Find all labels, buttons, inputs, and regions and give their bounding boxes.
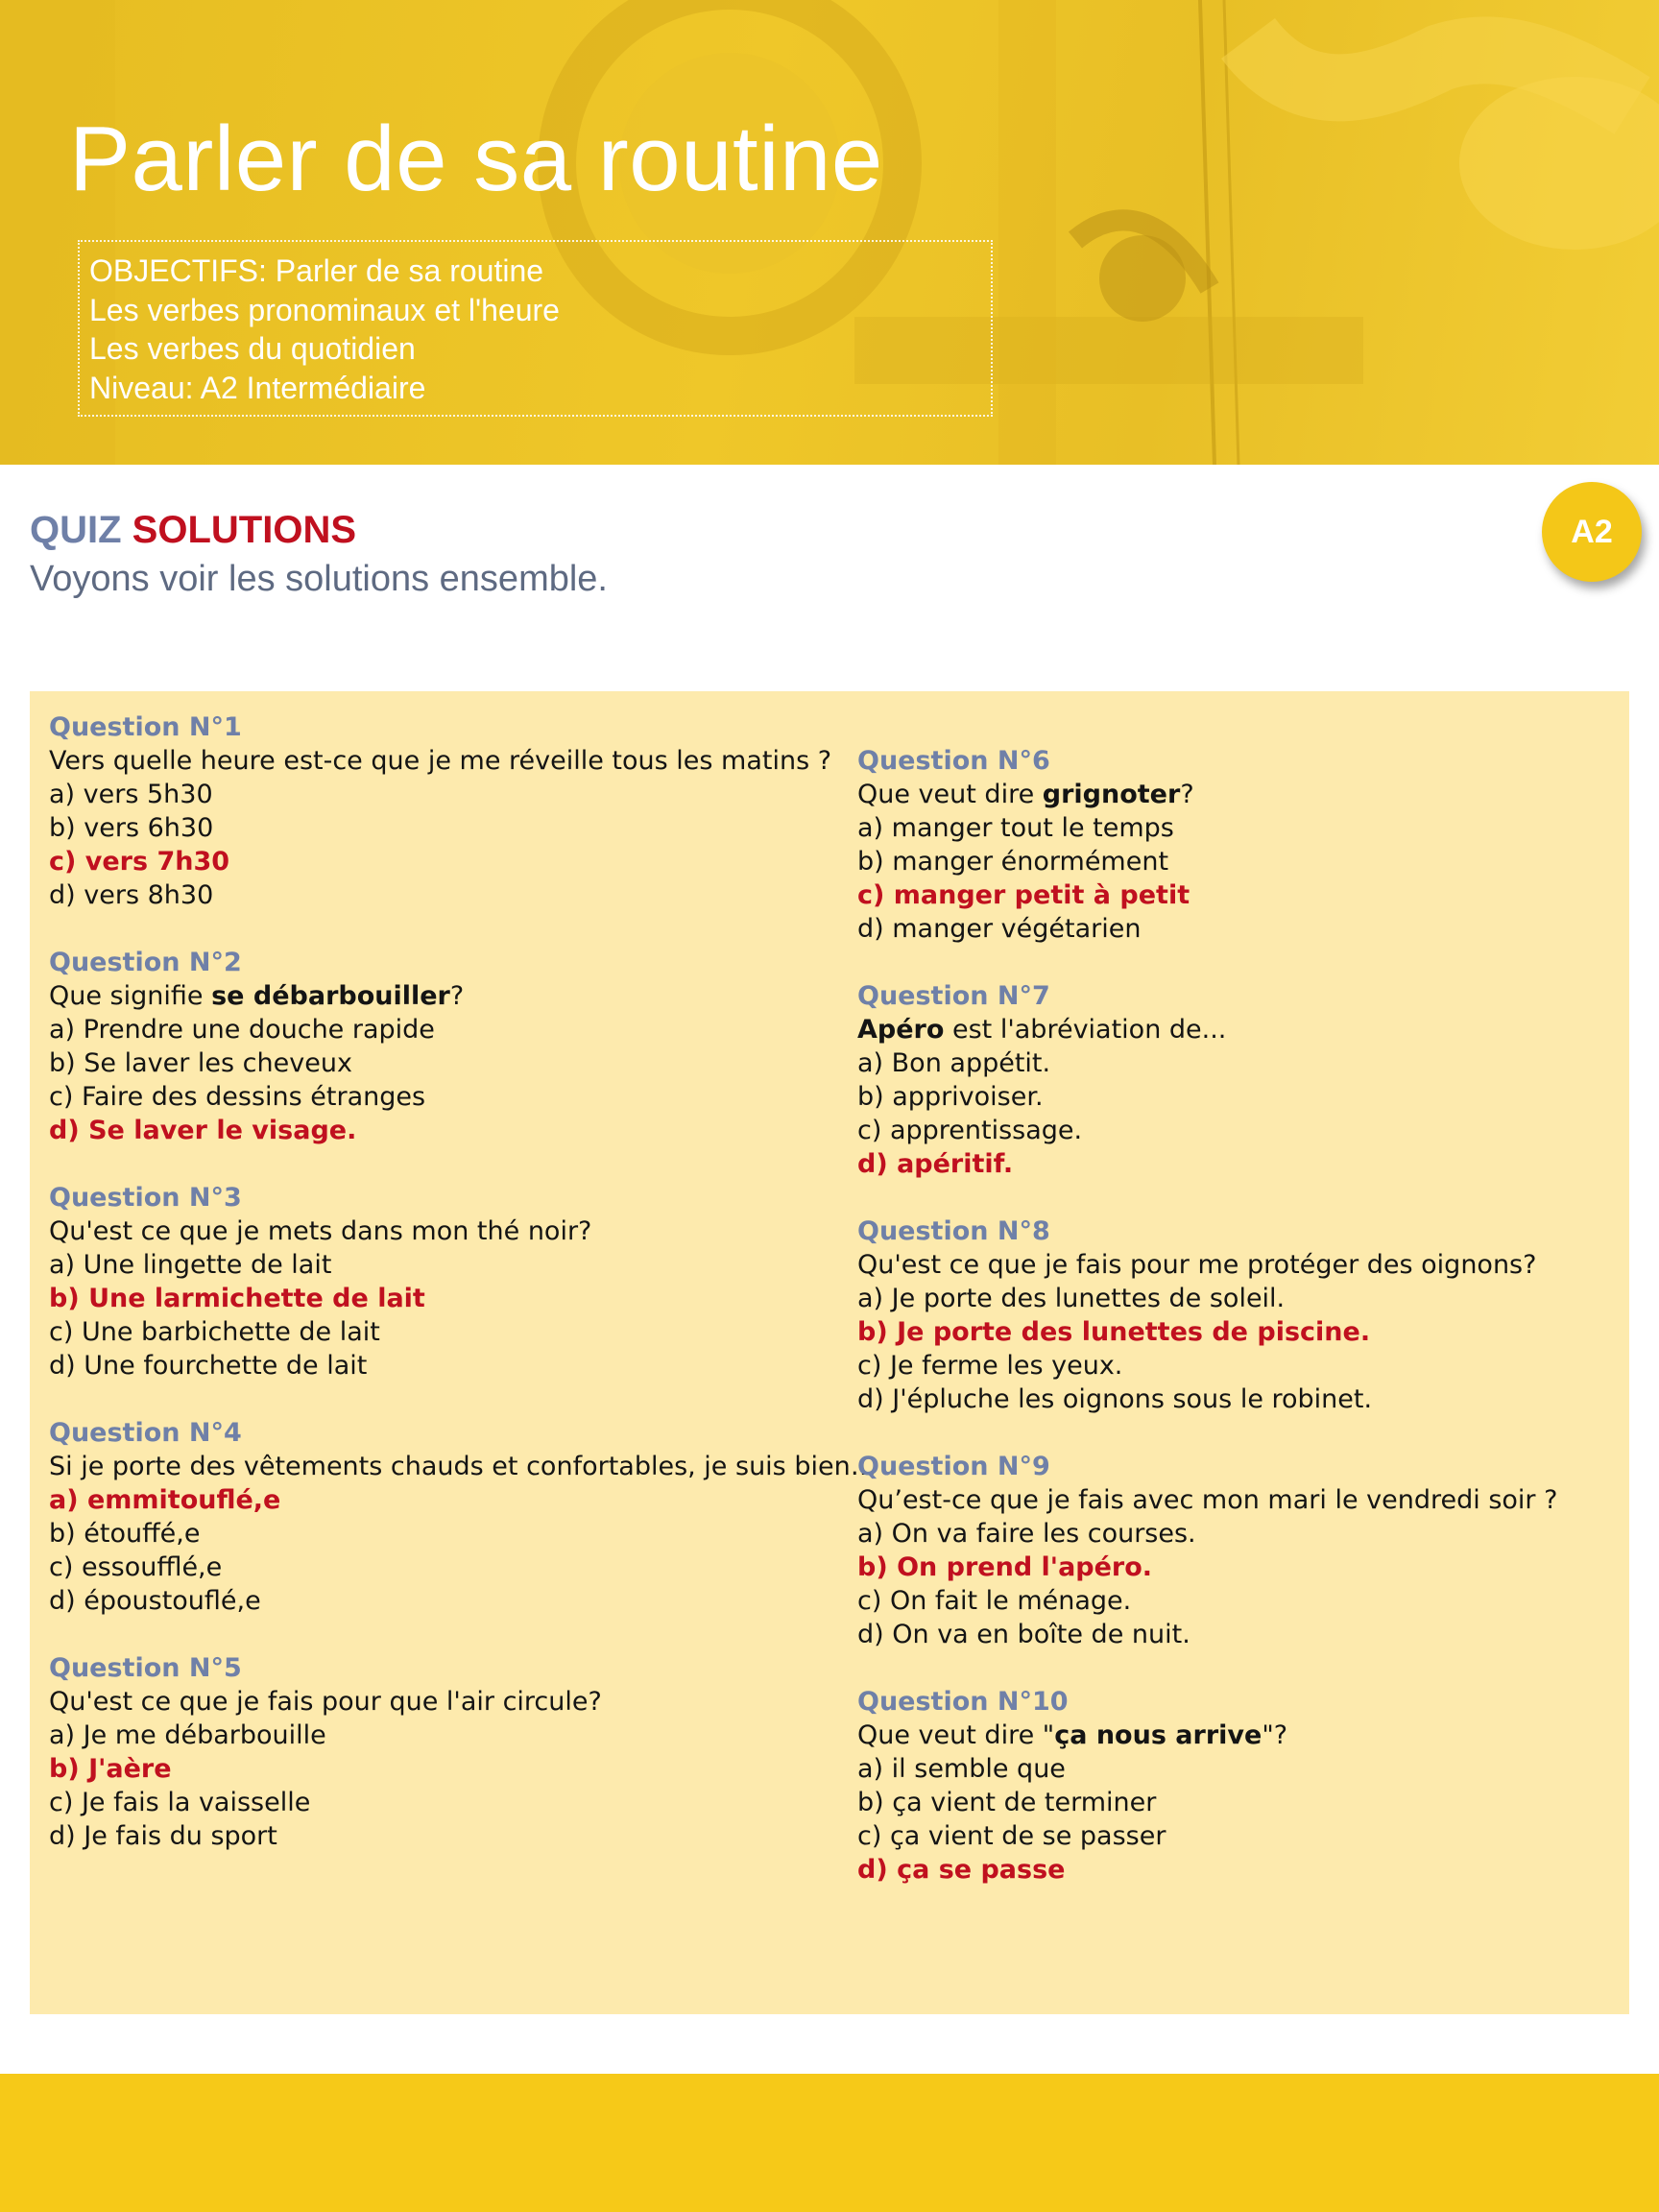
answer-option: c) Une barbichette de lait [49,1317,380,1347]
correct-answer-option: b) Une larmichette de lait [49,1284,425,1313]
question-text [857,1483,1645,1517]
correct-answer-option: c) manger petit à petit [857,880,1190,910]
question-keyword: se débarbouiller [211,981,450,1011]
correct-answer-option: c) vers 7h30 [49,847,230,877]
objective-line: Les verbes pronominaux et l'heure [89,292,560,327]
objectives-box [78,240,993,417]
answer-option: d) Une fourchette de lait [49,1351,368,1381]
question-text-part: Qu'est ce que je fais pour que l'air circule? [49,1687,602,1717]
correct-answer-option: b) Je porte des lunettes de piscine. [857,1317,1371,1347]
correct-answer-option: b) On prend l'apéro. [857,1552,1153,1582]
footer-band [0,2074,1659,2212]
quiz-heading [30,511,356,549]
correct-answer-option: d) Se laver le visage. [49,1116,357,1145]
question-title: Question N°5 [49,1653,242,1683]
answer-option: c) ça vient de se passer [857,1821,1166,1851]
answer-option: a) vers 5h30 [49,780,213,809]
solutions-word: SOLUTIONS [132,509,357,551]
objective-line: OBJECTIFS: Parler de sa routine [89,253,544,288]
answer-option: c) Faire des dessins étranges [49,1082,426,1112]
answer-option: a) Une lingette de lait [49,1250,332,1280]
answer-option: d) vers 8h30 [49,880,214,910]
question-title: Question N°4 [49,1418,242,1448]
answer-option: d) On va en boîte de nuit. [857,1620,1190,1649]
question-text-part: ? [449,981,465,1011]
correct-answer-option: b) J'aère [49,1754,172,1784]
question-text-part: Si je porte des vêtements chauds et confortables, je suis bien… [49,1452,877,1481]
correct-answer-option: d) apéritif. [857,1149,1014,1179]
answer-option: a) il semble que [857,1754,1066,1784]
question-text [857,1013,1645,1046]
answer-option: b) apprivoiser. [857,1082,1044,1112]
question-title: Question N°3 [49,1183,242,1213]
quiz-word: QUIZ [30,509,122,551]
question-text [49,744,836,778]
question-title: Question N°8 [857,1216,1050,1246]
answer-option: c) Je ferme les yeux. [857,1351,1123,1381]
answer-option: b) ça vient de terminer [857,1788,1157,1817]
question-text [857,778,1645,811]
question-text [49,1214,836,1248]
questions-panel [30,691,1629,2014]
question-block [49,1416,877,1651]
question-title: Question N°2 [49,948,242,977]
answer-option: c) On fait le ménage. [857,1586,1132,1616]
page-title: Parler de sa routine [69,108,883,210]
answer-option: d) J'épluche les oignons sous le robinet. [857,1384,1373,1414]
question-block [49,946,836,1181]
answer-option: d) Je fais du sport [49,1821,277,1851]
question-text-part: Que veut dire " [857,1720,1055,1750]
answer-option: a) Je porte des lunettes de soleil. [857,1284,1286,1313]
level-badge: A2 [1542,482,1642,582]
answer-option: a) Bon appétit. [857,1048,1051,1078]
question-text-part: Qu'est ce que je fais pour me protéger des oignons? [857,1250,1537,1280]
question-title: Question N°6 [857,746,1050,776]
question-text-part: Que signifie [49,981,212,1011]
question-block [857,1450,1645,1685]
answer-option: a) manger tout le temps [857,813,1174,843]
question-title: Question N°1 [49,712,242,742]
answer-option: a) Prendre une douche rapide [49,1015,435,1045]
question-text-part: Qu'est ce que je mets dans mon thé noir? [49,1216,592,1246]
answer-option: b) Se laver les cheveux [49,1048,352,1078]
question-text-part: Que veut dire [857,780,1043,809]
answer-option: c) essoufflé,e [49,1552,223,1582]
question-title: Question N°7 [857,981,1050,1011]
question-block [857,1685,1645,1920]
question-title: Question N°10 [857,1687,1069,1717]
answer-option: a) On va faire les courses. [857,1519,1196,1549]
questions-column-right [857,744,1645,1920]
question-block [49,1651,836,1887]
answer-option: b) vers 6h30 [49,813,214,843]
question-text [857,1248,1645,1282]
question-text [857,1719,1645,1752]
answer-option: d) manger végétarien [857,914,1142,944]
question-keyword: grignoter [1042,780,1181,809]
question-block [857,744,1645,979]
answer-option: a) Je me débarbouille [49,1720,326,1750]
question-text-part: Qu’est-ce que je fais avec mon mari le vendredi soir ? [857,1485,1558,1515]
question-text-part: Vers quelle heure est-ce que je me réveille tous les matins ? [49,746,832,776]
objective-line: Les verbes du quotidien [89,331,416,366]
answer-option: b) manger énormément [857,847,1169,877]
question-text-part: ? [1180,780,1194,809]
correct-answer-option: a) emmitouflé,e [49,1485,281,1515]
hero-banner [0,0,1659,465]
question-keyword: ça nous arrive [1054,1720,1262,1750]
answer-option: c) Je fais la vaisselle [49,1788,311,1817]
question-text [49,1685,836,1719]
question-block [49,710,836,946]
questions-column-left [49,710,877,1887]
answer-option: d) époustouflé,e [49,1586,261,1616]
answer-option: b) étouffé,e [49,1519,201,1549]
question-block [857,1214,1645,1450]
question-block [49,1181,836,1416]
level-line: Niveau: A2 Intermédiaire [89,370,426,405]
correct-answer-option: d) ça se passe [857,1855,1066,1885]
question-keyword: Apéro [857,1015,945,1045]
question-text-part: "? [1262,1720,1288,1750]
question-text-part: est l'abréviation de... [944,1015,1227,1045]
answer-option: c) apprentissage. [857,1116,1083,1145]
question-block [857,979,1645,1214]
question-text [49,1450,877,1483]
question-title: Question N°9 [857,1452,1050,1481]
question-text [49,979,836,1013]
quiz-subtitle: Voyons voir les solutions ensemble. [30,559,608,599]
